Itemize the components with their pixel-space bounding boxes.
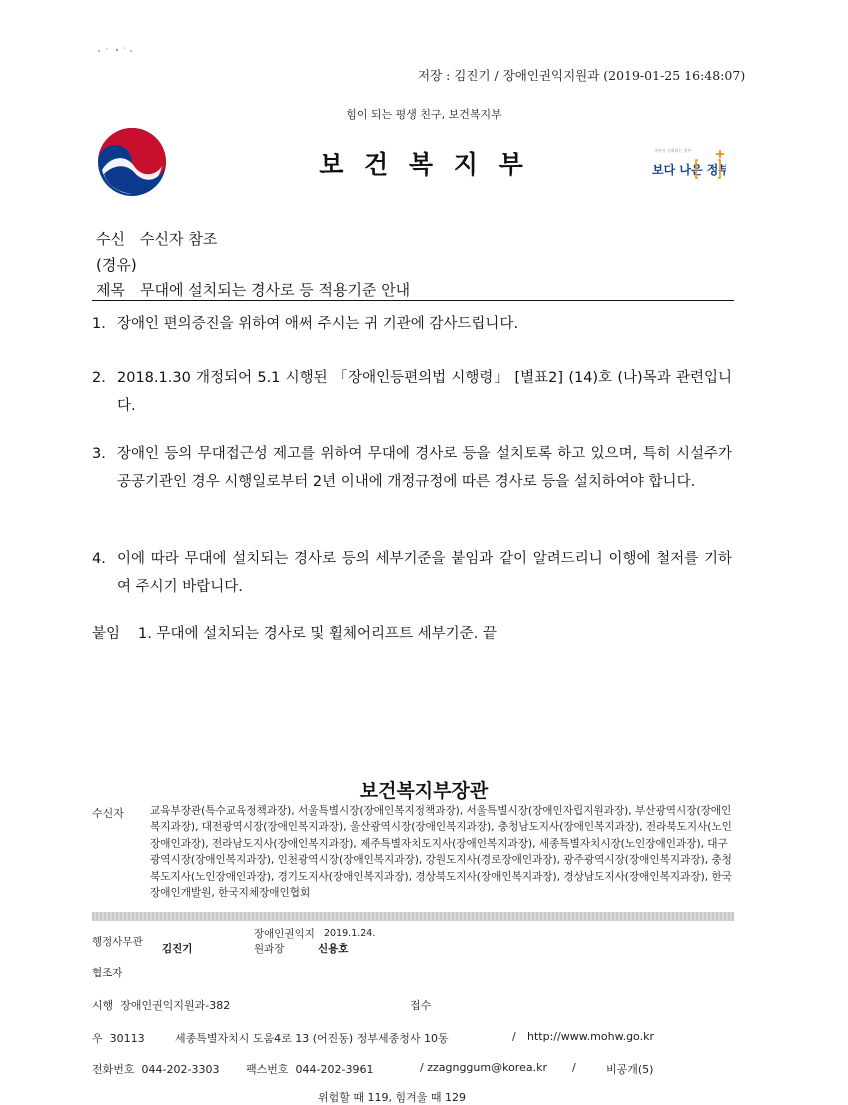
recipients-list: 교육부장관(특수교육정책과장), 서울특별시장(장애인복지정책과장), 서울특별시장(장애인자립지원과장), 부산광역시장(장애인복지과장), 대전광역시장(장애인복지과장), 울산광역시장(장애인복지과장), 충청남도지사(장애인복지과장), 전라북도지사(노인장애인과장), 전라남도지사(장애인복지과장), 제주특별자치도지사(장애인복지과장), 세종특별자치시장(노인장애인과장), 대구광역시장(장애인복지과장), 인천광역시장(장애인복지과장), 강원도지사(경로장애인과장), 광주광역시장(장애인복지과장), 충청북도지사(노인장애인과장), 경기도지사(장애인복지과장), 경상북도지사(장애인복지과장), 경상남도지사(장애인복지과장), 한국장애인개발원, 한국지체장애인협회 <box>150 805 732 900</box>
disclosure-status: 비공개(5) <box>606 1063 654 1076</box>
officer-label: 행정사무관 <box>92 936 143 948</box>
fax-number: 044-202-3961 <box>295 1063 374 1076</box>
attachment-row <box>92 622 497 643</box>
paragraph-text: 장애인 편의증진을 위하여 애써 주시는 귀 기관에 감사드립니다. <box>117 316 519 332</box>
subject-row <box>96 279 410 300</box>
subject-label: 제목 <box>96 281 125 299</box>
recipients-label: 수신자 <box>92 807 124 820</box>
via-label: (경유) <box>96 256 137 274</box>
better-government-logo <box>646 146 726 186</box>
paragraph-text: 이에 따라 무대에 설치되는 경사로 등의 세부기준을 붙임과 같이 알려드리니 이행에 철저를 기하여 주시기 바랍니다. <box>117 551 732 595</box>
approval-date: 2019.1.24. <box>324 928 376 939</box>
recipient-row <box>96 228 217 249</box>
phone-row <box>92 1061 219 1077</box>
attachment-text: 1. 무대에 설치되는 경사로 및 휠체어리프트 세부기준. 끝 <box>138 626 497 642</box>
attachment-label: 붙임 <box>92 626 121 642</box>
officer-name: 김진기 <box>162 943 193 955</box>
dept-line-1: 장애인권익지 <box>254 928 315 940</box>
grey-separator-bar <box>92 912 734 921</box>
subject-value: 무대에 설치되는 경사로 등 적용기준 안내 <box>140 281 411 299</box>
fax-row <box>246 1061 373 1077</box>
head-name: 신용호 <box>318 943 349 955</box>
address: 세종특별자치시 도움4로 13 (어진동) 정부세종청사 10동 <box>175 1032 449 1045</box>
postal-code: 30113 <box>109 1032 145 1045</box>
postal-label: 우 <box>92 1032 103 1045</box>
scan-speck <box>95 40 135 50</box>
dept-line-2: 원과장 <box>254 943 285 955</box>
subject-divider <box>92 300 734 301</box>
postal-code-row <box>92 1030 145 1046</box>
doc-number-row <box>92 997 230 1013</box>
paragraph-number: 4. <box>92 551 106 567</box>
body-paragraph-3 <box>92 440 732 496</box>
hotline-text: 위험할 때 119, 힘겨울 때 129 <box>318 1091 466 1104</box>
receipt-label: 접수 <box>410 999 432 1012</box>
paragraph-number: 2. <box>92 370 106 386</box>
body-paragraph-1 <box>92 310 732 338</box>
doc-number: 장애인권익지원과-382 <box>120 999 231 1012</box>
paragraph-text: 2018.1.30 개정되어 5.1 시행된 「장애인등편의법 시행령」 [별표2] (14)호 (나)목과 관련입니다. <box>117 370 732 414</box>
address-separator: / <box>512 1030 516 1043</box>
disclosure-separator: / <box>572 1061 576 1074</box>
phone-label: 전화번호 <box>92 1063 135 1076</box>
email-link[interactable]: / zzagnggum@korea.kr <box>420 1061 547 1074</box>
logo-small-text: 국민이 신뢰하는 정부 <box>654 148 692 153</box>
phone-number: 044-202-3303 <box>141 1063 220 1076</box>
website-link[interactable]: http://www.mohw.go.kr <box>527 1030 654 1043</box>
fax-label: 팩스번호 <box>246 1063 289 1076</box>
cooperator-label: 협조자 <box>92 967 123 979</box>
body-paragraph-2 <box>92 364 732 420</box>
minister-signature: 보건복지부장관 <box>359 780 489 802</box>
body-paragraph-4 <box>92 545 732 601</box>
paragraph-text: 장애인 등의 무대접근성 제고를 위하여 무대에 경사로 등을 설치토록 하고 있으며, 특히 시설주가 공공기관인 경우 시행일로부터 2년 이내에 개정규정에 따른 경사로 등을 설치하여야 합니다. <box>117 446 732 490</box>
logo-main-text: 보다 나은 정부 <box>652 163 726 177</box>
doc-label: 시행 <box>92 999 114 1012</box>
ministry-slogan: 힘이 되는 평생 친구, 보건복지부 <box>346 108 502 121</box>
recipient-value: 수신자 참조 <box>140 230 218 248</box>
recipient-label: 수신 <box>96 230 125 248</box>
via-row <box>96 254 137 275</box>
paragraph-number: 3. <box>92 446 106 462</box>
paragraph-number: 1. <box>92 316 106 332</box>
ministry-name: 보 건 복 지 부 <box>319 150 529 179</box>
save-stamp: 저장 : 김진기 / 장애인권익지원과 (2019-01-25 16:48:07) <box>418 68 746 83</box>
